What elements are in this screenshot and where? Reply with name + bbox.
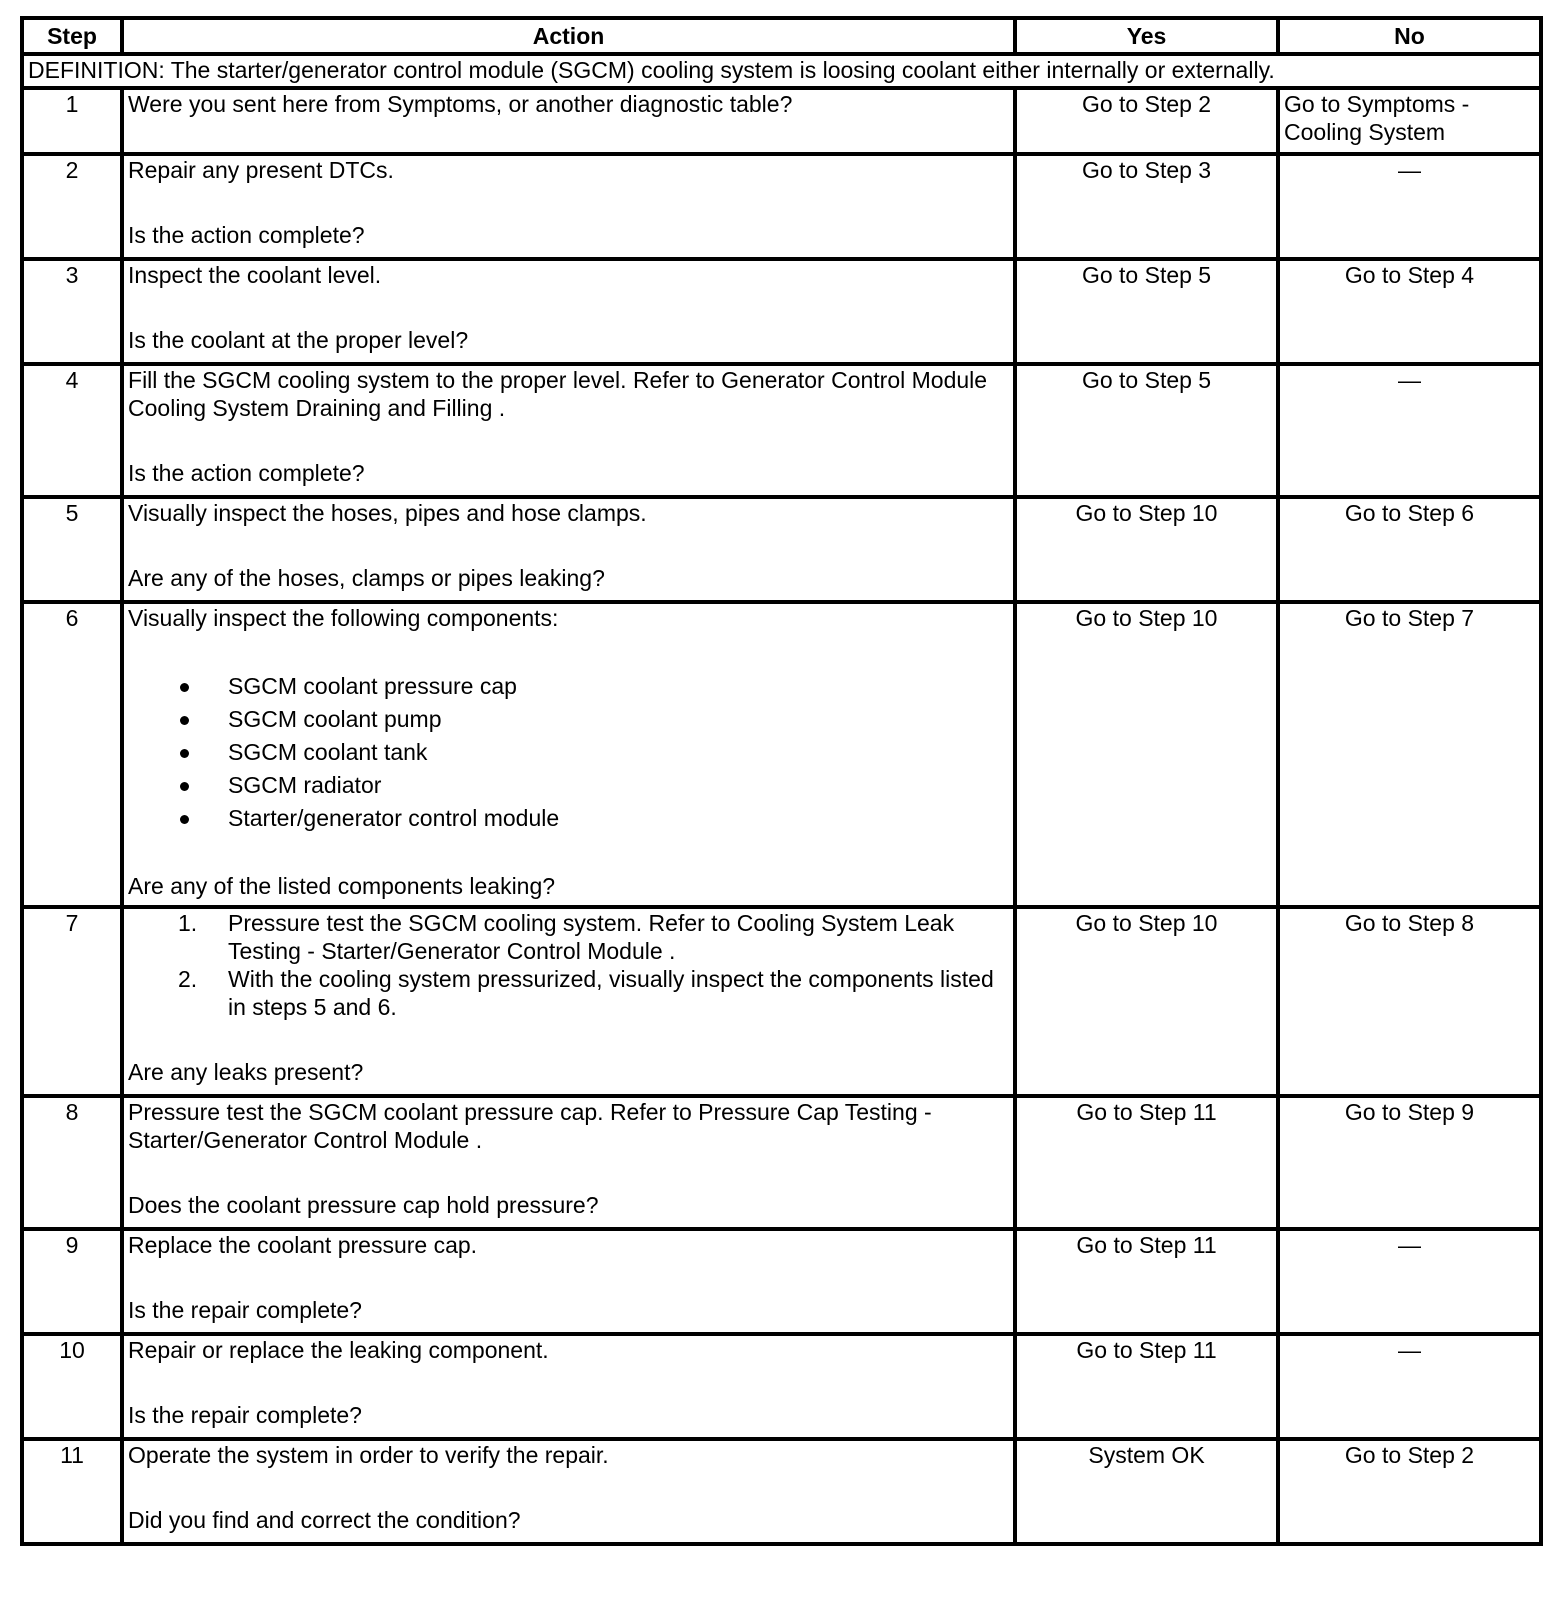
diagnostic-table xyxy=(20,16,1543,1546)
action-question: Is the repair complete? xyxy=(128,1402,362,1428)
procedure-list xyxy=(128,909,1009,1021)
header-no: No xyxy=(1278,18,1541,54)
definition-text: DEFINITION: The starter/generator control module (SGCM) cooling system is loosing coolant either internally or externally. xyxy=(22,54,1541,88)
step-number: 1 xyxy=(22,88,122,154)
action-text: Fill the SGCM cooling system to the proper level. Refer to Generator Control Module Cooling System Draining and Filling . xyxy=(128,367,988,421)
no-cell: — xyxy=(1278,1334,1541,1439)
no-cell: Go to Step 6 xyxy=(1278,497,1541,602)
component-list xyxy=(128,670,1009,835)
action-cell xyxy=(122,907,1015,1096)
table-row xyxy=(22,1439,1541,1544)
action-text: Visually inspect the following components: xyxy=(128,605,559,631)
action-text: Repair or replace the leaking component. xyxy=(128,1337,549,1363)
yes-cell: Go to Step 3 xyxy=(1015,154,1278,259)
action-question: Is the coolant at the proper level? xyxy=(128,327,469,353)
action-cell xyxy=(122,1439,1015,1544)
action-cell xyxy=(122,88,1015,154)
header-action: Action xyxy=(122,18,1015,54)
table-row xyxy=(22,602,1541,907)
action-text: Were you sent here from Symptoms, or another diagnostic table? xyxy=(128,91,793,117)
table-row xyxy=(22,1334,1541,1439)
table-row xyxy=(22,364,1541,497)
step-number: 4 xyxy=(22,364,122,497)
yes-cell: Go to Step 10 xyxy=(1015,602,1278,907)
table-row xyxy=(22,1096,1541,1229)
list-item: Starter/generator control module xyxy=(128,802,1009,835)
list-item: SGCM coolant pump xyxy=(128,703,1009,736)
yes-cell: Go to Step 5 xyxy=(1015,364,1278,497)
table-row xyxy=(22,154,1541,259)
list-text: With the cooling system pressurized, visually inspect the components listed in steps 5 and 6. xyxy=(228,966,994,1020)
action-text: Pressure test the SGCM coolant pressure cap. Refer to Pressure Cap Testing - Starter/Generator Control Module . xyxy=(128,1099,932,1153)
table-row xyxy=(22,1229,1541,1334)
yes-cell: Go to Step 2 xyxy=(1015,88,1278,154)
list-number: 2. xyxy=(178,966,198,992)
yes-cell: Go to Step 11 xyxy=(1015,1334,1278,1439)
yes-cell: System OK xyxy=(1015,1439,1278,1544)
action-cell xyxy=(122,1229,1015,1334)
step-number: 6 xyxy=(22,602,122,907)
step-number: 11 xyxy=(22,1439,122,1544)
no-cell: Go to Step 2 xyxy=(1278,1439,1541,1544)
action-question: Are any of the hoses, clamps or pipes leaking? xyxy=(128,565,605,591)
no-cell: Go to Step 9 xyxy=(1278,1096,1541,1229)
action-text: Inspect the coolant level. xyxy=(128,262,382,288)
action-cell xyxy=(122,602,1015,907)
table-row xyxy=(22,907,1541,1096)
step-number: 10 xyxy=(22,1334,122,1439)
list-text: Pressure test the SGCM cooling system. Refer to Cooling System Leak Testing - Starter/Generator Control Module . xyxy=(228,910,955,964)
action-question: Does the coolant pressure cap hold pressure? xyxy=(128,1192,599,1218)
action-question: Are any of the listed components leaking? xyxy=(128,873,556,899)
yes-cell: Go to Step 5 xyxy=(1015,259,1278,364)
no-cell: Go to Step 8 xyxy=(1278,907,1541,1096)
step-number: 2 xyxy=(22,154,122,259)
step-number: 7 xyxy=(22,907,122,1096)
yes-cell: Go to Step 10 xyxy=(1015,907,1278,1096)
action-cell xyxy=(122,1096,1015,1229)
yes-cell: Go to Step 11 xyxy=(1015,1229,1278,1334)
list-item xyxy=(128,909,1009,965)
table-row xyxy=(22,497,1541,602)
header-yes: Yes xyxy=(1015,18,1278,54)
action-text: Operate the system in order to verify the repair. xyxy=(128,1442,609,1468)
action-text: Repair any present DTCs. xyxy=(128,157,394,183)
yes-cell: Go to Step 10 xyxy=(1015,497,1278,602)
step-number: 3 xyxy=(22,259,122,364)
action-question: Is the repair complete? xyxy=(128,1297,362,1323)
list-item: SGCM coolant pressure cap xyxy=(128,670,1009,703)
list-item: SGCM coolant tank xyxy=(128,736,1009,769)
no-cell: Go to Symptoms - Cooling System xyxy=(1278,88,1541,154)
no-cell: Go to Step 4 xyxy=(1278,259,1541,364)
no-cell: Go to Step 7 xyxy=(1278,602,1541,907)
yes-cell: Go to Step 11 xyxy=(1015,1096,1278,1229)
action-cell xyxy=(122,154,1015,259)
step-number: 9 xyxy=(22,1229,122,1334)
table-row xyxy=(22,88,1541,154)
header-row xyxy=(22,18,1541,54)
action-question: Did you find and correct the condition? xyxy=(128,1507,521,1533)
action-cell xyxy=(122,259,1015,364)
action-text: Replace the coolant pressure cap. xyxy=(128,1232,478,1258)
table-row xyxy=(22,259,1541,364)
step-number: 8 xyxy=(22,1096,122,1229)
no-cell: — xyxy=(1278,154,1541,259)
step-number: 5 xyxy=(22,497,122,602)
list-number: 1. xyxy=(178,910,198,936)
action-cell xyxy=(122,1334,1015,1439)
list-item: SGCM radiator xyxy=(128,769,1009,802)
definition-row xyxy=(22,54,1541,88)
action-cell xyxy=(122,497,1015,602)
header-step: Step xyxy=(22,18,122,54)
no-cell: — xyxy=(1278,1229,1541,1334)
list-item xyxy=(128,965,1009,1021)
no-cell: — xyxy=(1278,364,1541,497)
action-text: Visually inspect the hoses, pipes and hose clamps. xyxy=(128,500,647,526)
action-question: Is the action complete? xyxy=(128,460,365,486)
action-cell xyxy=(122,364,1015,497)
action-question: Are any leaks present? xyxy=(128,1059,364,1085)
action-question: Is the action complete? xyxy=(128,222,365,248)
